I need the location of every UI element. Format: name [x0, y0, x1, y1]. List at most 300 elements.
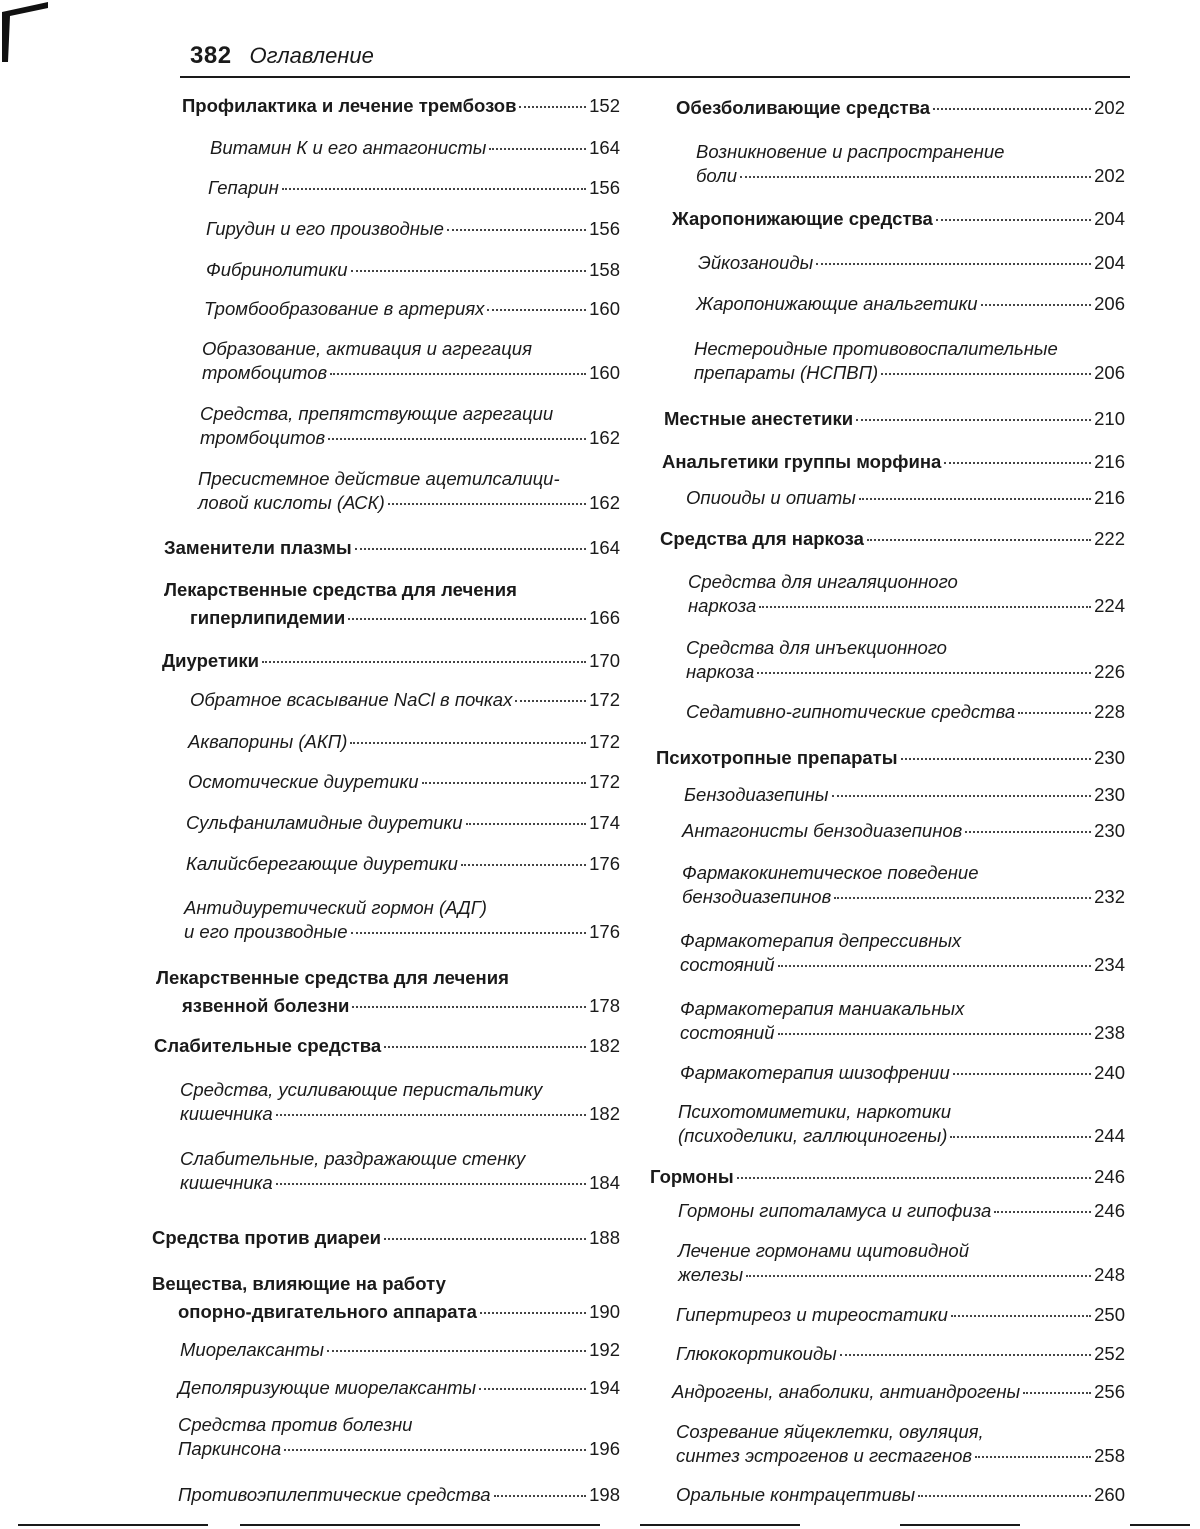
dot-leader — [519, 106, 586, 108]
dot-leader — [487, 309, 586, 311]
toc-entry-title: Фармакотерапия шизофрении — [680, 1062, 950, 1083]
toc-entry — [164, 576, 620, 632]
toc-entry-title: Гормоны — [650, 1166, 734, 1187]
corner-crop-mark — [0, 0, 50, 62]
toc-page-number: 196 — [589, 1438, 620, 1459]
toc-entry-line — [180, 1338, 620, 1362]
toc-entry-line — [664, 407, 1125, 431]
toc-page-number: 228 — [1094, 701, 1125, 722]
page-number: 382 — [190, 42, 232, 69]
dot-leader — [461, 864, 586, 866]
dot-leader — [384, 1238, 586, 1240]
toc-page-number: 206 — [1094, 362, 1125, 383]
toc-entry-title: Андрогены, анаболики, антиандрогены — [672, 1381, 1021, 1402]
toc-entry-title: Гепарин — [208, 177, 279, 198]
toc-entry-line — [682, 819, 1125, 843]
toc-page-number: 184 — [589, 1172, 620, 1193]
toc-entry-title: Глюкокортикоиды — [676, 1343, 837, 1364]
toc-page-number: 230 — [1094, 820, 1125, 841]
toc-entry-title-line: Фармакотерапия депрессивных — [680, 930, 962, 951]
toc-entry-title: Средства для наркоза — [660, 528, 864, 549]
toc-entry-title: тромбоцитов — [202, 362, 328, 383]
toc-page-number: 246 — [1094, 1166, 1125, 1187]
toc-entry — [678, 1239, 1125, 1287]
toc-entry-title: железы — [678, 1264, 744, 1285]
toc-entry-line — [178, 1437, 620, 1461]
toc-entry-title-line: Созревание яйцеклетки, овуляция, — [676, 1421, 984, 1442]
toc-entry-line — [178, 1376, 620, 1400]
toc-entry-line — [686, 486, 1125, 510]
toc-page-number: 198 — [589, 1484, 620, 1505]
toc-entry-title: Гормоны гипоталамуса и гипофиза — [678, 1200, 992, 1221]
toc-entry-line — [152, 1226, 620, 1250]
toc-entry-title: Тромбообразование в артериях — [204, 298, 485, 319]
toc-page-number: 160 — [589, 362, 620, 383]
toc-entry — [178, 1413, 620, 1461]
toc-entry — [662, 450, 1125, 474]
toc-entry-title: Противоэпилептические средства — [178, 1484, 491, 1505]
toc-entry — [188, 730, 620, 754]
toc-entry-title: Фибринолитики — [206, 259, 348, 280]
dot-leader — [1018, 712, 1091, 714]
dot-leader — [348, 618, 586, 620]
toc-page-number: 202 — [1094, 165, 1125, 186]
toc-entry-line — [676, 96, 1125, 120]
dot-leader — [975, 1456, 1091, 1458]
toc-entry-line — [676, 1303, 1125, 1327]
dot-leader — [737, 1177, 1091, 1179]
toc-entry-title-line: Слабительные, раздражающие стенку — [180, 1148, 526, 1169]
toc-page-number: 256 — [1094, 1381, 1125, 1402]
toc-entry-title: Средства против диареи — [152, 1227, 381, 1248]
toc-page-number: 216 — [1094, 451, 1125, 472]
dot-leader — [859, 498, 1091, 500]
toc-entry-line — [680, 953, 1125, 977]
dot-leader — [740, 176, 1091, 178]
toc-entry-line — [210, 136, 620, 160]
toc-entry — [672, 1380, 1125, 1404]
toc-page-number: 192 — [589, 1339, 620, 1360]
toc-page-number: 230 — [1094, 784, 1125, 805]
toc-entry-title: препараты (НСПВП) — [694, 362, 879, 383]
dot-leader — [355, 548, 586, 550]
toc-page-number: 248 — [1094, 1264, 1125, 1285]
toc-entry-line — [164, 604, 620, 632]
toc-entry-title: Диуретики — [162, 650, 260, 671]
dot-leader — [352, 1006, 586, 1008]
toc-entry — [676, 1420, 1125, 1468]
toc-entry-title: наркоза — [686, 661, 755, 682]
toc-entry-title: Гирудин и его производные — [206, 218, 444, 239]
dot-leader — [944, 462, 1091, 464]
toc-entry-title-line: Лечение гормонами щитовидной — [678, 1240, 969, 1261]
toc-entry-title: Жаропонижающие анальгетики — [696, 293, 978, 314]
dot-leader — [918, 1495, 1091, 1497]
toc-entry-title-line: Средства для инъекционного — [686, 637, 947, 658]
toc-entry — [684, 783, 1125, 807]
toc-entry-title: Миорелаксанты — [180, 1339, 324, 1360]
toc-entry — [680, 1061, 1125, 1085]
toc-entry — [184, 896, 620, 944]
toc-entry-title: кишечника — [180, 1103, 273, 1124]
dot-leader — [447, 229, 586, 231]
toc-entry — [694, 337, 1125, 385]
toc-entry-title: Антагонисты бензодиазепинов — [682, 820, 963, 841]
toc-entry — [206, 217, 620, 241]
toc-entry-line — [206, 217, 620, 241]
toc-entry — [156, 964, 620, 1020]
toc-page-number: 260 — [1094, 1484, 1125, 1505]
toc-entry — [152, 1226, 620, 1250]
toc-page-number: 162 — [589, 427, 620, 448]
toc-entry-title: Заменители плазмы — [164, 537, 352, 558]
toc-entry-title-line: Психотомиметики, наркотики — [678, 1101, 952, 1122]
toc-entry-title-line: Лекарственные средства для лечения — [156, 967, 509, 988]
toc-entry-title: Профилактика и лечение трембозов — [182, 95, 517, 116]
toc-entry-line — [182, 94, 620, 118]
toc-entry — [182, 94, 620, 118]
toc-page-number: 164 — [589, 537, 620, 558]
toc-entry-title: Местные анестетики — [664, 408, 854, 429]
footer-rule — [18, 1524, 208, 1526]
toc-entry-title: Оральные контрацептивы — [676, 1484, 916, 1505]
dot-leader — [759, 606, 1091, 608]
dot-leader — [489, 148, 586, 150]
toc-page-number: 182 — [589, 1103, 620, 1124]
toc-entry-line — [680, 1061, 1125, 1085]
toc-entry — [686, 486, 1125, 510]
toc-entry-title: Бензодиазепины — [684, 784, 829, 805]
toc-page-number: 152 — [589, 95, 620, 116]
toc-entry-title-line: Возникновение и распространение — [696, 141, 1005, 162]
toc-column-right — [650, 0, 1125, 1529]
toc-entry-title: опорно-двигательного аппарата — [178, 1301, 477, 1322]
toc-page-number: 172 — [589, 771, 620, 792]
toc-entry-line — [696, 292, 1125, 316]
toc-entry-title-line: Средства для ингаляционного — [688, 571, 958, 592]
toc-entry — [178, 1376, 620, 1400]
toc-entry-line — [188, 730, 620, 754]
toc-entry-line — [680, 1021, 1125, 1045]
toc-page-number: 174 — [589, 812, 620, 833]
toc-entry-line — [678, 1124, 1125, 1148]
dot-leader — [327, 1350, 586, 1352]
dot-leader — [262, 661, 586, 663]
toc-entry — [696, 140, 1125, 188]
toc-entry — [178, 1483, 620, 1507]
toc-entry — [206, 258, 620, 282]
toc-entry-title: (психоделики, галлюциногены) — [678, 1125, 948, 1146]
toc-entry-title: Слабительные средства — [154, 1035, 382, 1056]
toc-page-number: 162 — [589, 492, 620, 513]
dot-leader — [282, 188, 586, 190]
toc-entry — [180, 1078, 620, 1126]
toc-entry-line — [156, 992, 620, 1020]
toc-page-number: 176 — [589, 853, 620, 874]
toc-page-number: 172 — [589, 731, 620, 752]
toc-entry-line — [676, 1444, 1125, 1468]
toc-entry — [676, 96, 1125, 120]
toc-entry — [180, 1338, 620, 1362]
toc-page-number: 234 — [1094, 954, 1125, 975]
dot-leader — [994, 1211, 1091, 1213]
toc-entry — [200, 402, 620, 450]
toc-entry — [190, 688, 620, 712]
toc-entry-title-line: Фармакотерапия маниакальных — [680, 998, 965, 1019]
toc-entry-title-line: Образование, активация и агрегация — [202, 338, 532, 359]
toc-entry-line — [208, 176, 620, 200]
toc-page-number: 156 — [589, 218, 620, 239]
toc-entry-line — [186, 811, 620, 835]
toc-entry — [660, 527, 1125, 551]
toc-entry — [180, 1147, 620, 1195]
toc-entry-title: синтез эстрогенов и гестагенов — [676, 1445, 973, 1466]
dot-leader — [276, 1183, 586, 1185]
footer-rule — [900, 1524, 1020, 1526]
dot-leader — [276, 1114, 586, 1116]
toc-page-number: 226 — [1094, 661, 1125, 682]
toc-entry-line — [206, 258, 620, 282]
toc-page-number: 238 — [1094, 1022, 1125, 1043]
toc-entry-title: наркоза — [688, 595, 757, 616]
toc-entry — [680, 929, 1125, 977]
running-title: Оглавление — [249, 43, 374, 68]
toc-page-number: 216 — [1094, 487, 1125, 508]
dot-leader — [479, 1388, 586, 1390]
toc-page-number: 160 — [589, 298, 620, 319]
toc-entry — [676, 1483, 1125, 1507]
dot-leader — [330, 373, 586, 375]
toc-entry-title: Жаропонижающие средства — [672, 208, 933, 229]
toc-page-number: 202 — [1094, 97, 1125, 118]
toc-entry-line — [698, 251, 1125, 275]
toc-page-number: 156 — [589, 177, 620, 198]
toc-entry-line — [678, 1199, 1125, 1223]
toc-entry-line — [694, 361, 1125, 385]
dot-leader — [350, 742, 586, 744]
toc-entry-line — [672, 207, 1125, 231]
toc-entry — [698, 251, 1125, 275]
toc-page-number: 172 — [589, 689, 620, 710]
toc-entry-line — [678, 1263, 1125, 1287]
toc-entry — [682, 861, 1125, 909]
toc-entry — [686, 636, 1125, 684]
toc-entry-title-line: Антидиуретический гормон (АДГ) — [184, 897, 487, 918]
toc-entry-line — [164, 536, 620, 560]
toc-page-number: 188 — [589, 1227, 620, 1248]
toc-page-number: 164 — [589, 137, 620, 158]
toc-entry-title-line: Пресистемное действие ацетилсалици- — [198, 468, 560, 489]
dot-leader — [816, 263, 1091, 265]
toc-page-number: 224 — [1094, 595, 1125, 616]
toc-entry — [676, 1342, 1125, 1366]
toc-page-number: 204 — [1094, 208, 1125, 229]
toc-entry-line — [204, 297, 620, 321]
dot-leader — [494, 1495, 587, 1497]
toc-entry — [164, 536, 620, 560]
toc-page-number: 244 — [1094, 1125, 1125, 1146]
dot-leader — [965, 831, 1091, 833]
toc-entry-line — [162, 649, 620, 673]
toc-entry-line — [202, 361, 620, 385]
toc-entry-title-line: Нестероидные противовоспалительные — [694, 338, 1058, 359]
toc-entry-line — [178, 1483, 620, 1507]
toc-entry — [676, 1303, 1125, 1327]
toc-entry-title: Калийсберегающие диуретики — [186, 853, 458, 874]
toc-entry-title-line: Вещества, влияющие на работу — [152, 1273, 446, 1294]
dot-leader — [778, 1033, 1092, 1035]
toc-entry — [204, 297, 620, 321]
toc-entry-line — [180, 1171, 620, 1195]
toc-entry — [210, 136, 620, 160]
dot-leader — [351, 932, 587, 934]
toc-page-number: 240 — [1094, 1062, 1125, 1083]
dot-leader — [757, 672, 1091, 674]
toc-entry-title: Гипертиреоз и тиреостатики — [676, 1304, 948, 1325]
toc-entry-line — [682, 885, 1125, 909]
toc-entry-title: Обратное всасывание NaCl в почках — [190, 689, 513, 710]
toc-entry — [162, 649, 620, 673]
toc-page-number: 178 — [589, 995, 620, 1016]
toc-entry-title: и его производные — [184, 921, 348, 942]
dot-leader — [950, 1136, 1091, 1138]
dot-leader — [466, 823, 587, 825]
toc-page-number: 250 — [1094, 1304, 1125, 1325]
toc-entry-title-line: Лекарственные средства для лечения — [164, 579, 517, 600]
toc-entry — [202, 337, 620, 385]
toc-page-number: 206 — [1094, 293, 1125, 314]
dot-leader — [881, 373, 1091, 375]
toc-entry — [188, 770, 620, 794]
footer-rule — [240, 1524, 600, 1526]
toc-page-number: 158 — [589, 259, 620, 280]
toc-page-number: 204 — [1094, 252, 1125, 273]
dot-leader — [834, 897, 1091, 899]
toc-entry-line — [650, 1165, 1125, 1189]
toc-entry — [688, 570, 1125, 618]
toc-entry-title: Паркинсона — [178, 1438, 282, 1459]
toc-entry-line — [186, 852, 620, 876]
toc-entry-line — [676, 1483, 1125, 1507]
dot-leader — [1023, 1392, 1091, 1394]
toc-entry — [186, 811, 620, 835]
toc-entry — [198, 467, 620, 515]
toc-page-number: 190 — [589, 1301, 620, 1322]
toc-entry-title-line: Средства, усиливающие перистальтику — [180, 1079, 543, 1100]
toc-entry — [154, 1034, 620, 1058]
toc-entry — [186, 852, 620, 876]
toc-entry-title: Эйкозаноиды — [698, 252, 814, 273]
toc-entry-title-line: Фармакокинетическое поведение — [682, 862, 979, 883]
dot-leader — [953, 1073, 1091, 1075]
dot-leader — [351, 270, 587, 272]
toc-entry-title: боли — [696, 165, 738, 186]
dot-leader — [388, 503, 586, 505]
toc-entry-title: Осмотические диуретики — [188, 771, 419, 792]
toc-entry-title: Обезболивающие средства — [676, 97, 931, 118]
toc-entry — [656, 746, 1125, 770]
toc-entry-line — [200, 426, 620, 450]
toc-entry-line — [676, 1342, 1125, 1366]
toc-entry — [696, 292, 1125, 316]
toc-entry-line — [662, 450, 1125, 474]
footer-rule — [1130, 1524, 1190, 1526]
toc-entry-line — [696, 164, 1125, 188]
toc-page-number: 176 — [589, 921, 620, 942]
toc-entry-title: Витамин К и его антагонисты — [210, 137, 487, 158]
toc-entry-title-line: Средства против болезни — [178, 1414, 413, 1435]
toc-entry-title: Анальгетики группы морфина — [662, 451, 942, 472]
toc-page-number: 166 — [589, 607, 620, 628]
toc-entry-title: тромбоцитов — [200, 427, 326, 448]
toc-entry-line — [152, 1298, 620, 1326]
toc-entry-title: Психотропные препараты — [656, 747, 898, 768]
dot-leader — [867, 539, 1091, 541]
footer-rule — [640, 1524, 800, 1526]
dot-leader — [840, 1354, 1091, 1356]
dot-leader — [832, 795, 1092, 797]
toc-entry — [152, 1270, 620, 1326]
toc-entry — [208, 176, 620, 200]
toc-entry-title: состояний — [680, 1022, 775, 1043]
dot-leader — [933, 108, 1091, 110]
toc-page-number: 194 — [589, 1377, 620, 1398]
dot-leader — [284, 1449, 586, 1451]
dot-leader — [422, 782, 587, 784]
toc-entry-title: Опиоиды и опиаты — [686, 487, 856, 508]
dot-leader — [901, 758, 1092, 760]
toc-entry-line — [684, 783, 1125, 807]
toc-entry-line — [180, 1102, 620, 1126]
toc-entry — [678, 1100, 1125, 1148]
toc-entry-line — [672, 1380, 1125, 1404]
toc-entry-line — [190, 688, 620, 712]
toc-entry-line — [198, 491, 620, 515]
toc-entry — [672, 207, 1125, 231]
toc-page-number: 210 — [1094, 408, 1125, 429]
toc-page-number: 182 — [589, 1035, 620, 1056]
toc-page-number: 230 — [1094, 747, 1125, 768]
toc-page-number: 246 — [1094, 1200, 1125, 1221]
toc-page-number: 232 — [1094, 886, 1125, 907]
toc-entry-title: состояний — [680, 954, 775, 975]
toc-entry-title: ловой кислоты (АСК) — [198, 492, 385, 513]
toc-entry — [650, 1165, 1125, 1189]
dot-leader — [515, 700, 586, 702]
toc-entry-title: бензодиазепинов — [682, 886, 832, 907]
toc-entry-title: гиперлипидемии — [190, 607, 346, 628]
toc-page-number: 222 — [1094, 528, 1125, 549]
dot-leader — [480, 1312, 586, 1314]
toc-entry-title: Седативно-гипнотические средства — [686, 701, 1016, 722]
dot-leader — [746, 1275, 1091, 1277]
dot-leader — [951, 1315, 1091, 1317]
dot-leader — [981, 304, 1092, 306]
toc-entry-line — [154, 1034, 620, 1058]
toc-page-number: 258 — [1094, 1445, 1125, 1466]
toc-page-number: 170 — [589, 650, 620, 671]
toc-entry — [686, 700, 1125, 724]
toc-page-number: 252 — [1094, 1343, 1125, 1364]
toc-entry-line — [686, 700, 1125, 724]
toc-entry-line — [660, 527, 1125, 551]
toc-entry-line — [184, 920, 620, 944]
toc-entry-title: кишечника — [180, 1172, 273, 1193]
toc-entry-title: Деполяризующие миорелаксанты — [178, 1377, 477, 1398]
toc-entry — [682, 819, 1125, 843]
toc-entry-line — [686, 660, 1125, 684]
toc-entry-line — [188, 770, 620, 794]
